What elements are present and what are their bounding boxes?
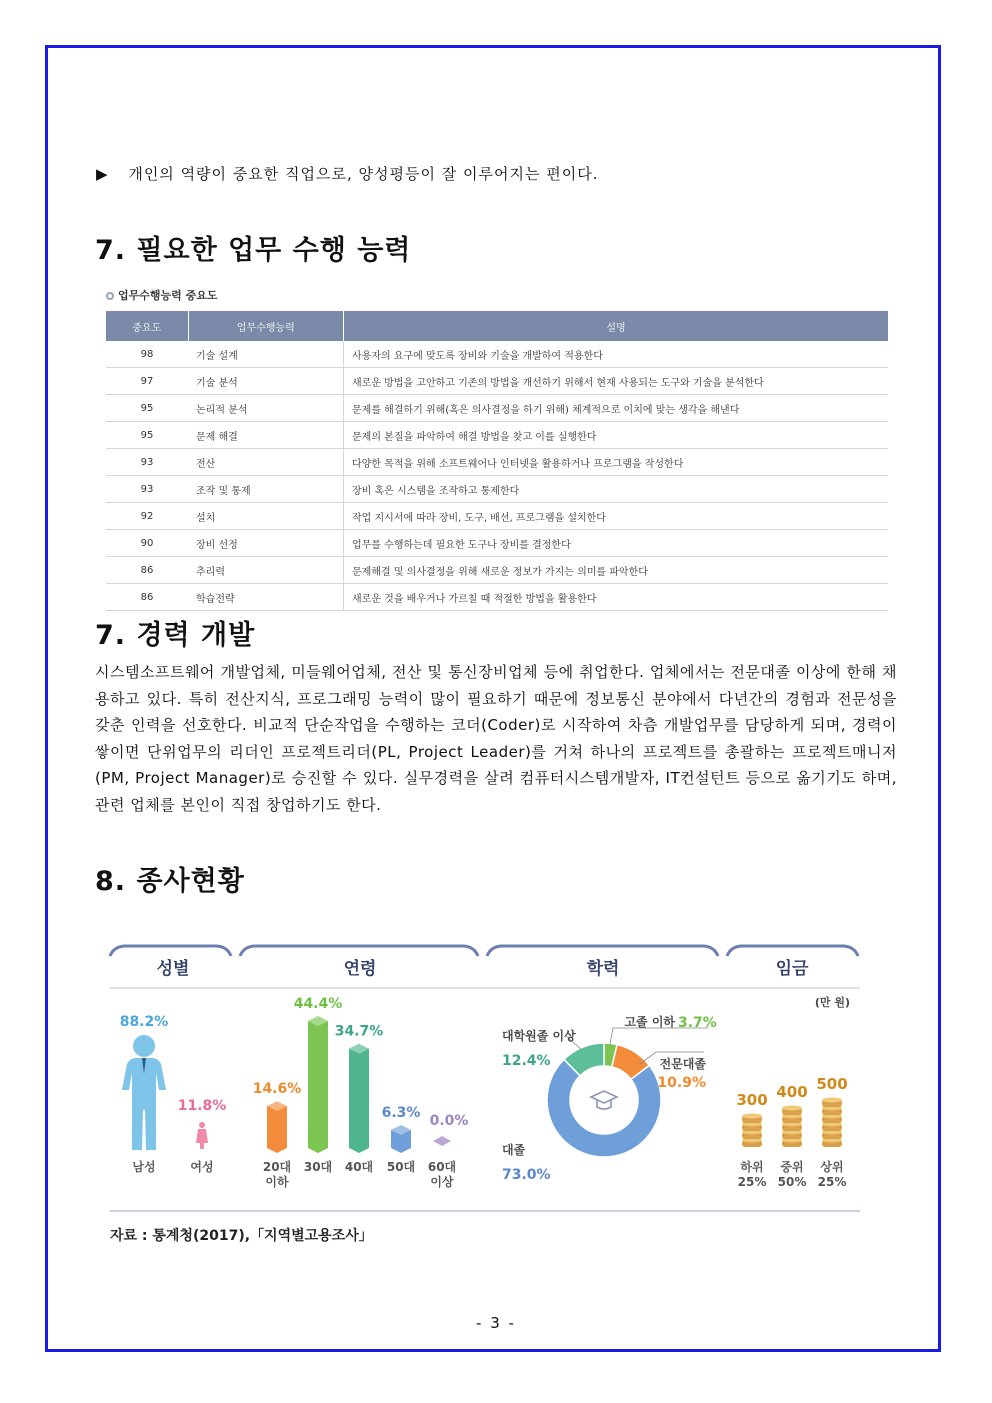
cell-score: 98	[106, 341, 188, 368]
table-row	[106, 476, 888, 503]
header-ability: 업무수행능력	[188, 311, 344, 341]
cell-score: 90	[106, 530, 188, 557]
edu-univ-value: 73.0%	[502, 1167, 551, 1183]
cell-description: 문제의 본질을 파악하여 해결 방법을 찾고 이를 실행한다	[344, 422, 889, 449]
age-category-label: 30대	[303, 1160, 333, 1174]
edu-grad-value: 12.4%	[502, 1053, 551, 1069]
wage-value-label: 400	[776, 1083, 808, 1101]
cell-ability: 학습전략	[188, 584, 344, 611]
table-row	[106, 449, 888, 476]
wage-category-label: 25%	[817, 1175, 847, 1189]
table-row	[106, 341, 888, 368]
ability-caption-text: 업무수행능력 중요도	[118, 289, 218, 302]
age-bar	[433, 1136, 451, 1146]
cell-description: 사용자의 요구에 맞도록 장비와 기술을 개발하여 적용한다	[344, 341, 889, 368]
cell-description: 작업 지시서에 따라 장비, 도구, 배선, 프로그램을 설치한다	[344, 503, 889, 530]
wage-unit-label: (만 원)	[814, 996, 850, 1009]
cell-score: 92	[106, 503, 188, 530]
table-row	[106, 584, 888, 611]
wage-coin-top	[782, 1106, 802, 1111]
edu-grad-label: 대학원졸 이상	[502, 1029, 576, 1043]
female-figure-head	[199, 1122, 205, 1128]
panel-title: 임금	[775, 959, 809, 979]
cell-description: 장비 혹은 시스템을 조작하고 통제한다	[344, 476, 889, 503]
female-value-label: 11.8%	[177, 1098, 227, 1114]
edu-univ-label: 대졸	[502, 1143, 526, 1157]
age-category-label: 50대	[386, 1160, 416, 1174]
cell-ability: 설치	[188, 503, 344, 530]
age-value-label: 14.6%	[252, 1081, 302, 1098]
infographic-svg	[108, 940, 864, 1250]
section-title-status: 8. 종사현황	[95, 866, 245, 897]
age-value-label: 34.7%	[334, 1023, 384, 1040]
table-row	[106, 422, 888, 449]
cell-ability: 기술 설계	[188, 341, 344, 368]
panel-header-arc	[110, 946, 231, 956]
cell-score: 97	[106, 368, 188, 395]
panel-title: 성별	[156, 959, 190, 979]
age-category-label: 이하	[265, 1175, 289, 1189]
bullet-line	[96, 163, 598, 184]
panel-title: 학력	[586, 959, 620, 979]
wage-value-label: 300	[736, 1091, 768, 1109]
bullet-arrow-icon: ▶	[96, 165, 109, 183]
edu-college-value: 10.9%	[657, 1075, 706, 1091]
cell-ability: 논리적 분석	[188, 395, 344, 422]
cell-ability: 장비 선정	[188, 530, 344, 557]
female-category-label: 여성	[190, 1160, 214, 1174]
edu-highschool-label: 고졸 이하	[624, 1015, 675, 1029]
male-category-label: 남성	[132, 1160, 156, 1174]
edu-college-label: 전문대졸	[659, 1057, 706, 1071]
table-row	[106, 557, 888, 584]
ability-table-header	[106, 311, 888, 341]
wage-category-label: 하위	[740, 1160, 764, 1174]
cell-score: 95	[106, 395, 188, 422]
age-value-label: 44.4%	[293, 996, 343, 1012]
ability-table	[106, 311, 888, 611]
graduation-cap-icon	[591, 1091, 617, 1103]
cell-ability: 문제 해결	[188, 422, 344, 449]
ability-table-caption	[106, 287, 217, 303]
age-category-label: 40대	[344, 1160, 374, 1174]
table-row	[106, 368, 888, 395]
employment-infographic	[108, 940, 864, 1250]
panel-header-arc	[727, 946, 858, 956]
wage-category-label: 중위	[780, 1160, 804, 1174]
cell-score: 95	[106, 422, 188, 449]
table-row	[106, 530, 888, 557]
career-paragraph: 시스템소프트웨어 개발업체, 미들웨어업체, 전산 및 통신장비업체 등에 취업한다. 업체에서는 전문대졸 이상에 한해 채용하고 있다. 특히 전산지식, 프로그래밍 능력이 많이 필요하기 때문에 정보통신 분야에서 다년간의 경험과 전문성을 갖춘 인력을 선호한다. 비교적 단순작업을 수행하는 코더(Coder)로 시작하여 차츰 개발업무를 담당하게 되며, 경력이 쌓이면 단위업무의 리더인 프로젝트리더(PL, Project Leader)를 거쳐 하나의 프로젝트를 총괄하는 프로젝트매니저(PM, Project Manager)로 승진할 수 있다. 실무경력을 살려 컴퓨터시스템개발자, IT컨설턴트 등으로 옮기기도 하며, 관련 업체를 본인이 직접 창업하기도 한다.	[95, 663, 897, 814]
cell-ability: 조작 및 통제	[188, 476, 344, 503]
wage-coin-top	[742, 1114, 762, 1119]
ability-table-body	[106, 341, 888, 611]
page-number: - 3 -	[476, 1314, 516, 1332]
cell-ability: 추리력	[188, 557, 344, 584]
circle-bullet-icon	[106, 292, 114, 300]
edu-highschool-value: 3.7%	[678, 1015, 717, 1031]
header-description: 설명	[344, 311, 889, 341]
age-value-label: 0.0%	[429, 1113, 469, 1129]
age-value-label: 6.3%	[381, 1104, 421, 1121]
table-row	[106, 395, 888, 422]
wage-category-label: 50%	[777, 1175, 807, 1189]
female-figure-body	[196, 1129, 208, 1149]
cell-score: 93	[106, 449, 188, 476]
source-note: 자료 : 통계청(2017),「지역별고용조사」	[110, 1228, 373, 1244]
cell-description: 업무를 수행하는데 필요한 도구나 장비를 결정한다	[344, 530, 889, 557]
panel-title: 연령	[343, 959, 377, 979]
male-value-label: 88.2%	[119, 1014, 169, 1030]
section-title-ability: 7. 필요한 업무 수행 능력	[95, 235, 412, 266]
wage-category-label: 상위	[820, 1160, 844, 1174]
age-bar	[349, 1044, 369, 1153]
age-category-label: 20대	[262, 1160, 292, 1174]
header-importance: 중요도	[106, 311, 188, 341]
cell-description: 문제해결 및 의사결정을 위해 새로운 정보가 가지는 의미를 파악한다	[344, 557, 889, 584]
panel-header-arc	[240, 946, 478, 956]
wage-coin-top	[822, 1098, 842, 1103]
panel-header-arc	[487, 946, 718, 956]
wage-category-label: 25%	[737, 1175, 767, 1189]
age-category-label: 이상	[430, 1175, 454, 1189]
age-category-label: 60대	[427, 1160, 457, 1174]
cell-description: 문제를 해결하기 위해(혹은 의사결정을 하기 위해) 체계적으로 이치에 맞는 생각을 해낸다	[344, 395, 889, 422]
cell-description: 새로운 방법을 고안하고 기존의 방법을 개선하기 위해서 현재 사용되는 도구와 기술을 분석한다	[344, 368, 889, 395]
age-bar	[308, 1016, 328, 1153]
cell-score: 93	[106, 476, 188, 503]
cell-ability: 전산	[188, 449, 344, 476]
table-row	[106, 503, 888, 530]
male-figure-head	[133, 1035, 155, 1057]
cell-score: 86	[106, 557, 188, 584]
bullet-text: 개인의 역량이 중요한 직업으로, 양성평등이 잘 이루어지는 편이다.	[128, 165, 599, 183]
section-title-career: 7. 경력 개발	[95, 620, 256, 651]
cell-description: 다양한 목적을 위해 소프트웨어나 인터넷을 활용하거나 프로그램을 작성한다	[344, 449, 889, 476]
cell-description: 새로운 것을 배우거나 가르칠 때 적절한 방법을 활용한다	[344, 584, 889, 611]
wage-value-label: 500	[816, 1075, 848, 1093]
cell-score: 86	[106, 584, 188, 611]
cell-ability: 기술 분석	[188, 368, 344, 395]
